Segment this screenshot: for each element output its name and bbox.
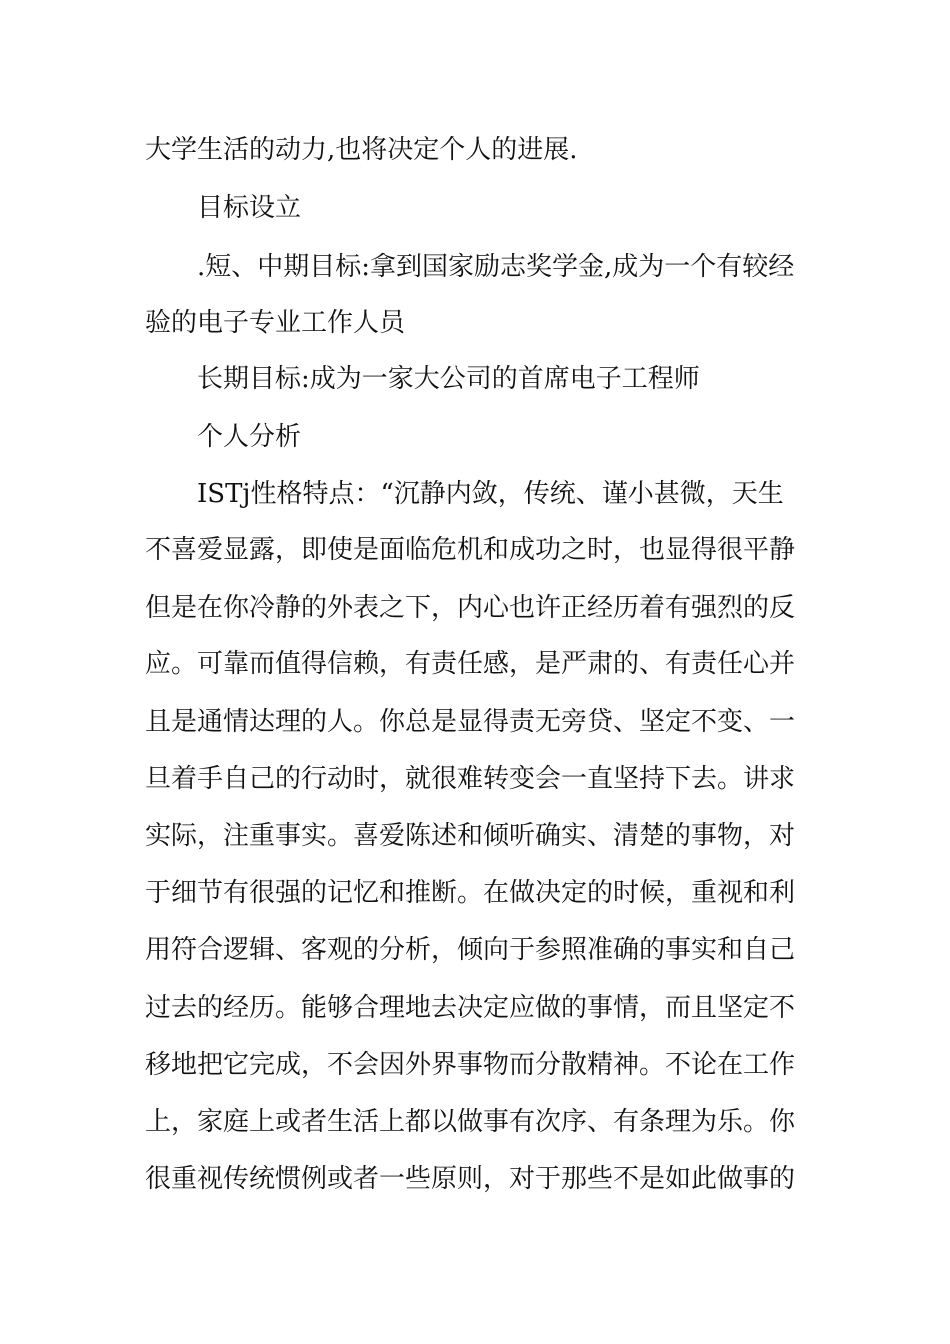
text-line-istj-13: 很重视传统惯例或者一些原则，对于那些不是如此做事的 <box>145 1164 796 1194</box>
text-line-short-goal-cont: 验的电子专业工作人员 <box>145 308 406 338</box>
text-line-istj-2: 不喜爱显露，即使是面临危机和成功之时，也显得很平静 <box>145 535 796 565</box>
text-line-istj-1: ISTj性格特点：“沉静内敛，传统、谨小甚微，天生 <box>197 479 784 509</box>
heading-goal-setting: 目标设立 <box>197 193 302 223</box>
text-line-istj-7: 实际，注重事实。喜爱陈述和倾听确实、清楚的事物，对 <box>145 821 796 851</box>
text-line-long-goal: 长期目标:成为一家大公司的首席电子工程师 <box>197 364 700 394</box>
text-line-1: 大学生活的动力,也将决定个人的进展. <box>145 135 578 165</box>
text-line-istj-6: 旦着手自己的行动时，就很难转变会一直坚持下去。讲求 <box>145 764 796 794</box>
text-line-istj-12: 上，家庭上或者生活上都以做事有次序、有条理为乐。你 <box>145 1107 796 1137</box>
text-line-istj-11: 移地把它完成，不会因外界事物而分散精神。不论在工作 <box>145 1050 796 1080</box>
text-line-istj-5: 且是通情达理的人。你总是显得责无旁贷、坚定不变、一 <box>145 707 796 737</box>
text-line-istj-9: 用符合逻辑、客观的分析，倾向于参照准确的事实和自己 <box>145 935 796 965</box>
text-line-istj-4: 应。可靠而值得信赖，有责任感，是严肃的、有责任心并 <box>145 649 796 679</box>
heading-personal-analysis: 个人分析 <box>197 422 302 452</box>
text-line-istj-3: 但是在你冷静的外表之下，内心也许正经历着有强烈的反 <box>145 593 796 623</box>
text-line-istj-8: 于细节有很强的记忆和推断。在做决定的时候，重视和利 <box>145 878 796 908</box>
text-line-istj-10: 过去的经历。能够合理地去决定应做的事情，而且坚定不 <box>145 993 796 1023</box>
text-line-short-goal: .短、中期目标:拿到国家励志奖学金,成为一个有较经 <box>197 252 795 282</box>
